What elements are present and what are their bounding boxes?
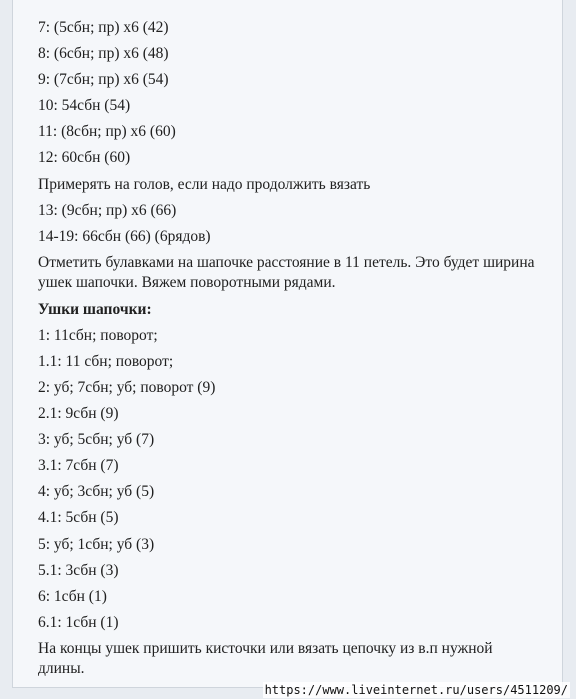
ear-row-6-1: 6.1: 1сбн (1): [38, 614, 119, 631]
ears-heading: Ушки шапочки:: [38, 301, 152, 318]
row-13: 13: (9сбн; пр) х6 (66): [38, 202, 177, 219]
row-11: 11: (8сбн; пр) х6 (60): [38, 123, 176, 140]
ear-row-5: 5: уб; 1сбн; уб (3): [38, 536, 155, 553]
row-7: 7: (5сбн; пр) х6 (42): [38, 19, 169, 36]
ear-row-4: 4: уб; 3сбн; уб (5): [38, 483, 155, 500]
row-12: 12: 60сбн (60): [38, 149, 131, 166]
ear-row-6: 6: 1сбн (1): [38, 588, 107, 605]
row-10: 10: 54сбн (54): [38, 97, 131, 114]
row-8: 8: (6сбн; пр) х6 (48): [38, 45, 169, 62]
ear-row-1: 1: 11сбн; поворот;: [38, 327, 158, 344]
ear-row-2: 2: уб; 7сбн; уб; поворот (9): [38, 379, 216, 396]
row-14-19: 14-19: 66сбн (66) (6рядов): [38, 228, 211, 245]
marking-instruction: Отметить булавками на шапочке расстояние в 11 петель. Это будет ширина ушек шапочки. Вяжем поворотными рядами.: [38, 254, 535, 291]
finishing-instruction: На концы ушек пришить кисточки или вязать цепочку из в.п нужной длины.: [38, 640, 493, 677]
document-page: [12, 0, 563, 688]
ear-row-5-1: 5.1: 3сбн (3): [38, 562, 119, 579]
source-url-watermark: https://www.liveinternet.ru/users/4511209/: [264, 683, 568, 697]
ear-row-2-1: 2.1: 9сбн (9): [38, 405, 119, 422]
ear-row-1-1: 1.1: 11 сбн; поворот;: [38, 353, 174, 370]
fitting-note: Примерять на голов, если надо продолжить вязать: [38, 176, 371, 193]
ear-row-3-1: 3.1: 7сбн (7): [38, 457, 119, 474]
ear-row-3: 3: уб; 5сбн; уб (7): [38, 431, 155, 448]
row-9: 9: (7сбн; пр) х6 (54): [38, 71, 169, 88]
ear-row-4-1: 4.1: 5сбн (5): [38, 509, 119, 526]
